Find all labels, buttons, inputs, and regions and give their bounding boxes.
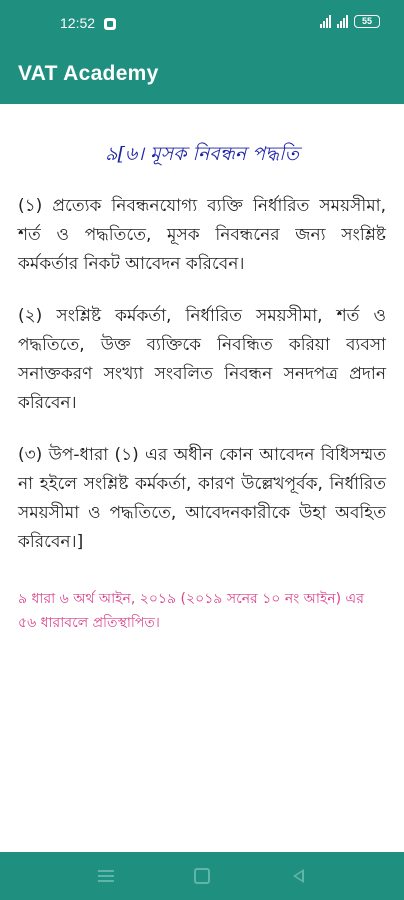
signal-icon-2 [337, 14, 348, 28]
paragraph-2: (২) সংশ্লিষ্ট কর্মকর্তা, নির্ধারিত সময়সীমা, শর্ত ও পদ্ধতিতে, উক্ত ব্যক্তিকে নিবন্ধিত করিয়া ব্যবসা সনাক্তকরণ সংখ্যা সংবলিত নিবন্ধন সনদপত্র প্রদান করিবেন। [18, 306, 386, 413]
footnote: ৯ ধারা ৬ অর্থ আইন, ২০১৯ (২০১৯ সনের ১০ নং আইন) এর ৫৬ ধারাবলে প্রতিস্থাপিত। [18, 591, 364, 631]
content-area[interactable] [18, 140, 386, 635]
app-title: VAT Academy [18, 62, 159, 85]
status-time: 12:52 [60, 15, 96, 31]
home-button[interactable] [192, 866, 212, 886]
app-notification-icon [104, 18, 116, 30]
menu-icon [98, 870, 114, 882]
section-title: ৯[৬। মূসক নিবন্ধন পদ্ধতি [105, 143, 299, 165]
paragraph-1: (১) প্রত্যেক নিবন্ধনযোগ্য ব্যক্তি নির্ধারিত সময়সীমা, শর্ত ও পদ্ধতিতে, মূসক নিবন্ধনের জন্য সংশ্লিষ্ট কর্মকর্তার নিকট আবেদন করিবেন। [18, 196, 386, 274]
status-bar [0, 0, 404, 48]
app-bar [0, 48, 404, 104]
recent-apps-button[interactable] [96, 866, 116, 886]
battery-level: 55 [361, 16, 372, 26]
signal-icon [320, 14, 331, 28]
status-indicators [320, 14, 380, 28]
paragraph-3: (৩) উপ-ধারা (১) এর অধীন কোন আবেদন বিধিসম্মত না হইলে সংশ্লিষ্ট কর্মকর্তা, কারণ উল্লেখপূর্বক, নির্ধারিত সময়সীমা ও পদ্ধতিতে, আবেদনকারীকে উহা অবহিত করিবেন।] [18, 445, 386, 552]
battery-icon [354, 15, 380, 28]
navigation-bar [0, 852, 404, 900]
back-icon [293, 869, 304, 883]
home-icon [194, 868, 210, 884]
back-button[interactable] [288, 866, 308, 886]
